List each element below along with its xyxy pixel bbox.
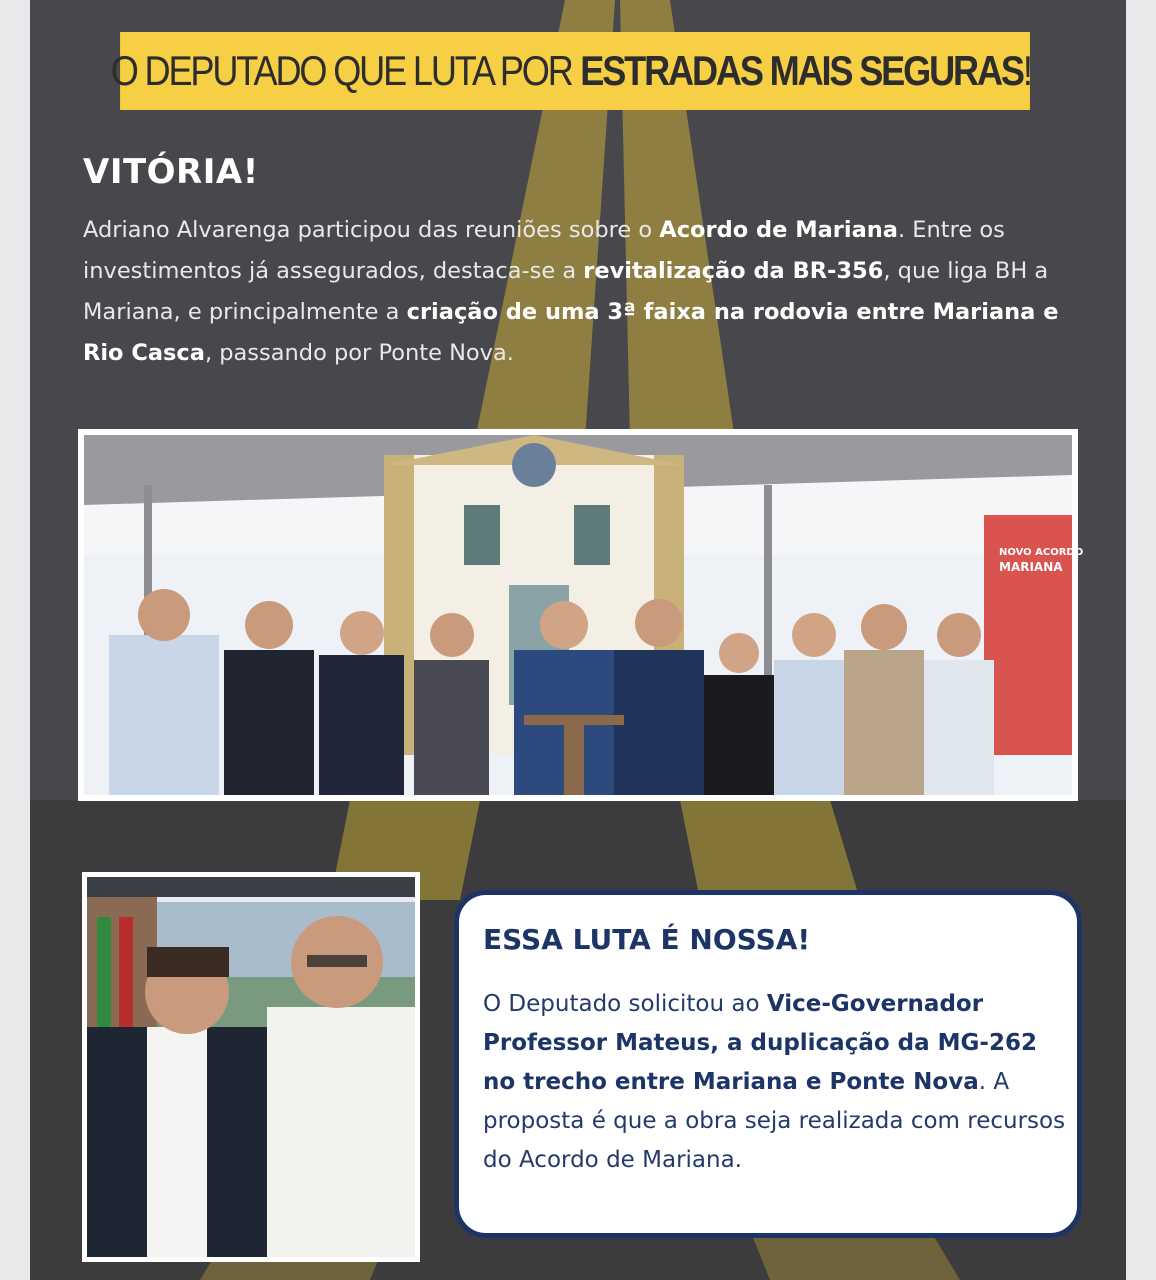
duo-photo-illustration	[87, 877, 415, 1257]
victory-heading: VITÓRIA!	[83, 152, 259, 192]
text-segment-bold: Acordo de Mariana	[659, 217, 898, 243]
fight-card	[454, 890, 1082, 1238]
group-photo-illustration	[84, 435, 1084, 795]
text-segment: , que liga BH a Mariana, e principalmente a	[83, 258, 1049, 325]
text-segment: . A proposta é que a obra seja realizada com recursos do Acordo de Mariana.	[483, 1069, 1066, 1173]
headline-banner	[110, 32, 1031, 110]
fight-paragraph	[483, 985, 1073, 1180]
banner-bold-text: ESTRADAS MAIS SEGURAS	[580, 47, 1023, 94]
banner-exclamation: !	[1022, 47, 1031, 94]
text-segment: O Deputado solicitou ao	[483, 991, 767, 1017]
sign-text-line2: MARIANA	[999, 560, 1063, 574]
text-segment-bold: criação de uma 3ª faixa na rodovia entre Mariana e Rio Casca	[83, 299, 1059, 366]
text-segment: , passando por Ponte Nova.	[204, 340, 514, 366]
text-segment: . Entre os investimentos já assegurados, destaca-se a	[83, 217, 1005, 284]
banner-light-text: O DEPUTADO QUE LUTA POR	[110, 47, 572, 94]
fight-heading: ESSA LUTA É NOSSA!	[483, 923, 811, 956]
text-segment-bold: revitalização da BR-356	[583, 258, 884, 284]
duo-photo	[82, 872, 420, 1262]
group-photo	[78, 429, 1084, 801]
victory-paragraph	[83, 210, 1083, 374]
flyer	[30, 0, 1126, 1280]
sign-text-line1: NOVO ACORDO	[999, 547, 1084, 558]
text-segment: Adriano Alvarenga participou das reuniões sobre o	[83, 217, 660, 243]
text-segment-bold: Vice-Governador Professor Mateus, a duplicação da MG-262 no trecho entre Mariana e Ponte Nova	[483, 991, 1037, 1095]
